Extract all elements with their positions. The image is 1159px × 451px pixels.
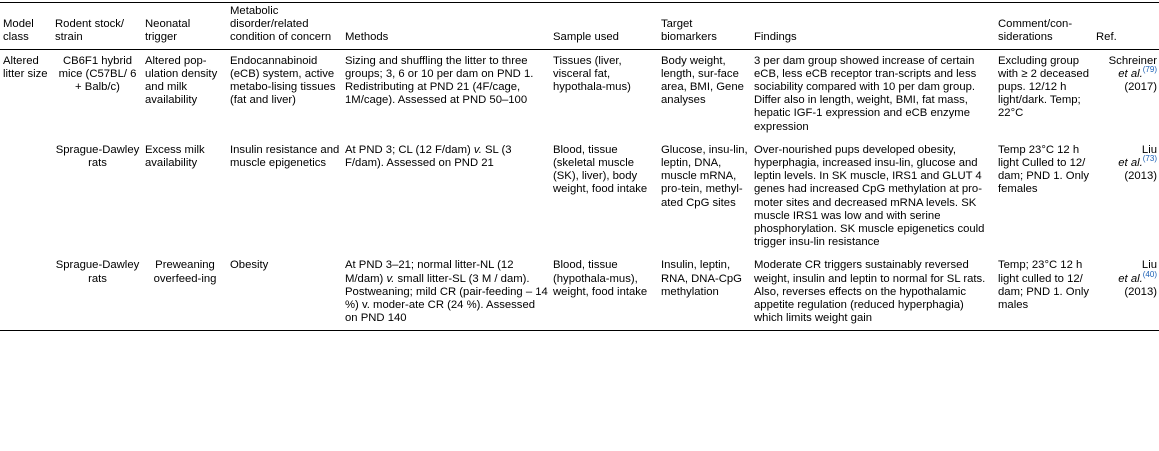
cell-sample: Tissues (liver, visceral fat, hypothala-mus) xyxy=(553,54,631,94)
methods-versus: v. xyxy=(473,143,482,156)
cell-methods xyxy=(342,254,550,331)
header-methods: Methods xyxy=(345,31,389,44)
ref-etal: et al. xyxy=(1118,157,1143,170)
ref-year: (2017) xyxy=(1124,81,1157,94)
header-trigger: Neonatal trigger xyxy=(145,18,191,44)
header-comment: Comment/con-siderations xyxy=(998,18,1073,44)
cell-model-class xyxy=(0,139,52,255)
cell-strain: Sprague-Dawley rats xyxy=(55,143,140,170)
ref-year: (2013) xyxy=(1124,170,1157,183)
header-biomarkers: Target biomarkers xyxy=(661,18,717,44)
ref-author: Schreiner xyxy=(1108,54,1157,67)
cell-strain: CB6F1 hybrid mice (C57BL/ 6 + Balb/c) xyxy=(58,54,137,94)
header-ref: Ref. xyxy=(1096,31,1117,44)
cell-biomarkers: Insulin, leptin, RNA, DNA-CpG methylation xyxy=(661,259,742,298)
methods-text: At PND 3–21; normal litter-NL (12 M/dam) xyxy=(345,259,514,285)
methods-text: SL (3 F/dam). Assessed on PND 21 xyxy=(345,143,512,170)
cell-ref xyxy=(1093,139,1159,255)
ref-author: Liu xyxy=(1141,143,1157,156)
ref-etal: et al. xyxy=(1118,67,1143,80)
cell-model-class: Altered litter size xyxy=(3,54,48,80)
cell-ref xyxy=(1093,254,1159,331)
cell-trigger: Preweaning overfeed-ing xyxy=(153,259,217,285)
table-row xyxy=(0,49,1159,139)
header-model-class: Model class xyxy=(3,18,34,44)
cell-findings: Moderate CR triggers sustainably reversed weight, insulin and leptin to normal for SL rats. Also, reverses effects on the hypothalamic appetite regulation (reduced hyperphagia) which limits weight gain xyxy=(754,259,986,325)
cell-condition: Insulin resistance and muscle epigenetics xyxy=(230,143,340,170)
cell-findings: 3 per dam group showed increase of certain eCB, less eCB receptor tran-scripts and less sociability compared with 10 per dam group. Differ also in length, weight, BMI, fat mass, hepatic IGF-1 expression and eCB enzyme expression xyxy=(754,54,977,133)
cell-comment: Temp 23°C 12 h light Culled to 12/ dam; PND 1. Only females xyxy=(998,143,1090,196)
header-findings: Findings xyxy=(754,31,797,44)
cell-trigger: Altered pop-ulation density and milk availability xyxy=(145,54,218,107)
header-sample: Sample used xyxy=(553,31,619,44)
ref-link[interactable]: (79) xyxy=(1142,65,1157,75)
cell-biomarkers: Body weight, length, sur-face area, BMI, Gene analyses xyxy=(661,54,744,107)
cell-trigger: Excess milk availability xyxy=(145,143,205,170)
ref-link[interactable]: (40) xyxy=(1142,269,1157,279)
cell-findings: Over-nourished pups developed obesity, hyperphagia, increased insu-lin, glucose and leptin levels. In SK muscle, IRS1 and GLUT 4 genes had increased CpG methylation at pro-moter sites and decreased mRNA levels. SK muscle IRS1 was low and with serine phosphorylation. SK muscle epigenetics could trigger insu-lin resistance xyxy=(754,143,985,249)
cell-comment: Temp; 23°C 12 h light culled to 12/ dam; PND 1. Only males xyxy=(998,259,1090,312)
cell-biomarkers: Glucose, insu-lin, leptin, DNA, muscle mRNA, pro-tein, methyl-ated CpG sites xyxy=(661,143,748,209)
methods-text: At PND 3; CL (12 F/dam) xyxy=(345,143,474,156)
ref-link[interactable]: (73) xyxy=(1142,154,1157,164)
table-row xyxy=(0,139,1159,255)
cell-model-class xyxy=(0,254,52,331)
header-strain: Rodent stock/ strain xyxy=(55,18,125,44)
table-row xyxy=(0,254,1159,331)
cell-condition: Obesity xyxy=(230,259,269,272)
cell-sample: Blood, tissue (hypothala-mus), weight, food intake xyxy=(553,259,648,298)
data-table xyxy=(0,2,1159,331)
methods-text: small litter-SL (3 M / dam). Postweaning; mild CR (pair-feeding – 14 %) v. moder-ate CR (24 %). Assessed on PND 140 xyxy=(345,272,548,325)
header-condition: Metabolic disorder/related condition of concern xyxy=(230,5,332,44)
cell-condition: Endocannabinoid (eCB) system, active metabo-lising tissues (fat and liver) xyxy=(230,54,336,107)
ref-author: Liu xyxy=(1141,259,1157,272)
ref-year: (2013) xyxy=(1124,285,1157,298)
cell-methods: Sizing and shuffling the litter to three groups; 3, 6 or 10 per dam on PND 1. Redistributing at PND 21 (4F/cage, 1M/cage). Assessed at PND 50–100 xyxy=(345,54,534,107)
methods-versus: v. xyxy=(386,272,395,285)
header-row xyxy=(0,3,1159,50)
cell-strain: Sprague-Dawley rats xyxy=(55,259,140,285)
cell-ref xyxy=(1093,49,1159,139)
ref-etal: et al. xyxy=(1118,272,1143,285)
cell-methods xyxy=(342,139,550,255)
cell-sample: Blood, tissue (skeletal muscle (SK), liver), body weight, food intake xyxy=(553,143,648,196)
cell-comment: Excluding group with ≥ 2 deceased pups. 12/12 h light/dark. Temp; 22°C xyxy=(998,54,1089,120)
